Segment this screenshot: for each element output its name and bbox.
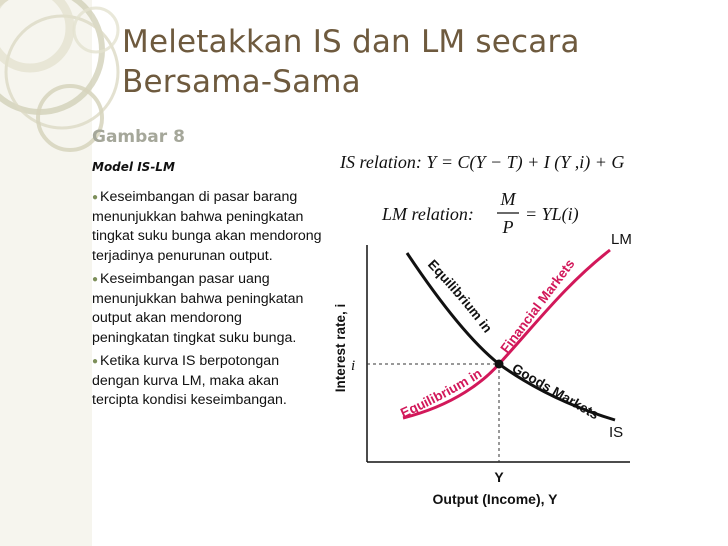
model-label: Model IS-LM: [92, 160, 175, 174]
bullet-text: Ketika kurva IS berpotongan dengan kurva LM, maka akan tercipta kondisi keseimbangan.: [92, 353, 287, 408]
bullet-text: Keseimbangan di pasar barang menunjukkan bahwa peningkatan tingkat suku bunga akan mendorong terjadinya penurunan output.: [92, 189, 322, 264]
slide-title-line-2: Bersama-Sama: [122, 64, 361, 100]
financial-markets-black-label: Equilibrium in: [424, 256, 496, 336]
bullet-list: [92, 188, 322, 415]
bullet-icon: ●: [92, 192, 99, 203]
x-axis-title: Output (Income), Y: [432, 491, 558, 507]
lm-denominator: P: [502, 217, 514, 237]
goods-markets-black-label: Goods Markets: [509, 360, 602, 423]
bullet-icon: ●: [92, 274, 99, 285]
equilibrium-point: [495, 360, 504, 369]
lm-rhs: = YL(i): [525, 204, 579, 224]
bullet-icon: ●: [92, 356, 99, 367]
bullet-item: [92, 270, 322, 348]
y-axis-title: Interest rate, i: [333, 303, 348, 393]
lm-curve-label: LM: [611, 231, 632, 248]
lm-numerator: M: [500, 189, 516, 209]
equilibrium-i-label: i: [351, 358, 356, 374]
goods-markets-red-label: Equilibrium in: [398, 365, 485, 421]
equilibrium-y-label: Y: [494, 469, 504, 485]
bullet-item: [92, 352, 322, 411]
figure-label: Gambar 8: [92, 127, 185, 147]
slide-title: [122, 22, 682, 102]
is-lm-diagram: [325, 140, 655, 512]
bullet-item: [92, 188, 322, 266]
financial-markets-red-label: Financial Markets: [497, 256, 578, 356]
bullet-text: Keseimbangan pasar uang menunjukkan bahwa peningkatan output akan mendorong peningkatan tingkat suku bunga.: [92, 271, 304, 346]
is-relation: IS relation: Y = C(Y − T) + I (Y ,i) + G: [340, 152, 625, 172]
slide-title-line-1: Meletakkan IS dan LM secara: [122, 24, 580, 60]
is-curve-label: IS: [609, 424, 624, 441]
lm-relation-label: LM relation:: [382, 204, 474, 224]
